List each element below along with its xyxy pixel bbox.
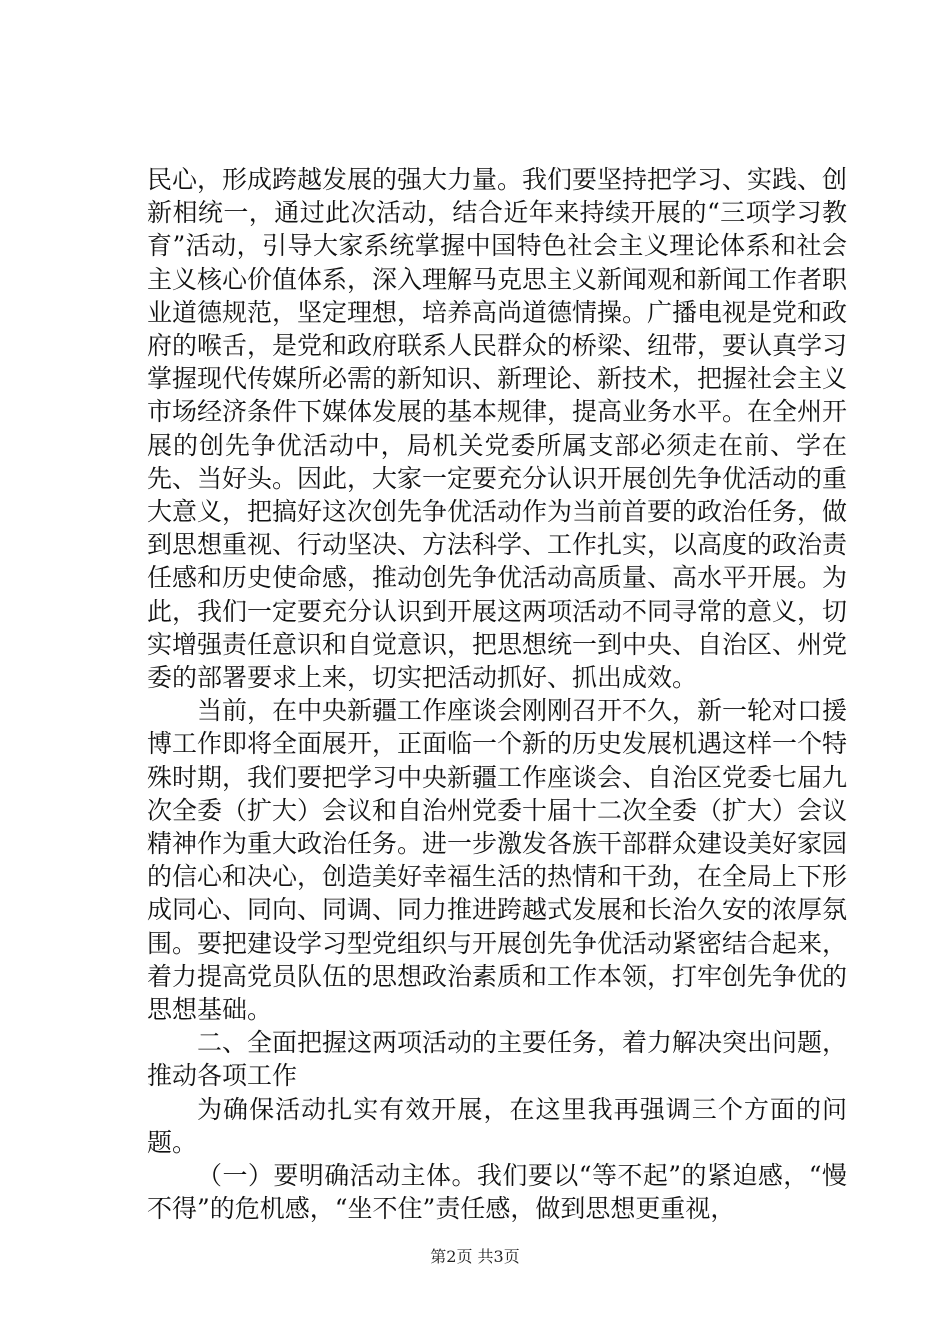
paragraph-subject-one: （一）要明确活动主体。我们要以“等不起”的紧迫感，“慢不得”的危机感，“坐不住”责任感，做到思想更重视， — [147, 1161, 847, 1224]
document-body — [147, 163, 847, 1226]
page-number: 第2页 共3页 — [430, 1247, 520, 1266]
section-heading-two: 二、全面把握这两项活动的主要任务，着力解决突出问题，推动各项工作 — [147, 1028, 848, 1091]
paragraph-three-issues: 为确保活动扎实有效开展，在这里我再强调三个方面的问题。 — [147, 1094, 847, 1157]
paragraph-continuation: 民心，形成跨越发展的强大力量。我们要坚持把学习、实践、创新相统一，通过此次活动，结合近年来持续开展的“三项学习教育”活动，引导大家系统掌握中国特色社会主义理论体系和社会主义核心价值体系，深入理解马克思主义新闻观和新闻工作者职业道德规范，坚定理想，培养高尚道德情操。广播电视是党和政府的喉舌，是党和政府联系人民群众的桥梁、纽带，要认真学习掌握现代传媒所必需的新知识、新理论、新技术，把握社会主义市场经济条件下媒体发展的基本规律，提高业务水平。在全州开展的创先争优活动中，局机关党委所属支部必须走在前、学在先、当好头。因此，大家一定要充分认识开展创先争优活动的重大意义，把搞好这次创先争优活动作为当前首要的政治任务，做到思想重视、行动坚决、方法科学、工作扎实，以高度的政治责任感和历史使命感，推动创先争优活动高质量、高水平开展。为此，我们一定要充分认识到开展这两项活动不同寻常的意义，切实增强责任意识和自觉意识，把思想统一到中央、自治区、州党委的部署要求上来，切实把活动抓好、抓出成效。 — [147, 165, 848, 693]
paragraph-current-period: 当前，在中央新疆工作座谈会刚刚召开不久，新一轮对口援博工作即将全面展开，正面临一个新的历史发展机遇这样一个特殊时期，我们要把学习中央新疆工作座谈会、自治区党委七届九次全委（扩大）会议和自治州党委十届十二次全委（扩大）会议精神作为重大政治任务。进一步激发各族干部群众建设美好家园的信心和决心，创造美好幸福生活的热情和干劲，在全局上下形成同心、同向、同调、同力推进跨越式发展和长治久安的浓厚氛围。要把建设学习型党组织与开展创先争优活动紧密结合起来，着力提高党员队伍的思想政治素质和工作本领，打牢创先争优的思想基础。 — [147, 696, 848, 1025]
